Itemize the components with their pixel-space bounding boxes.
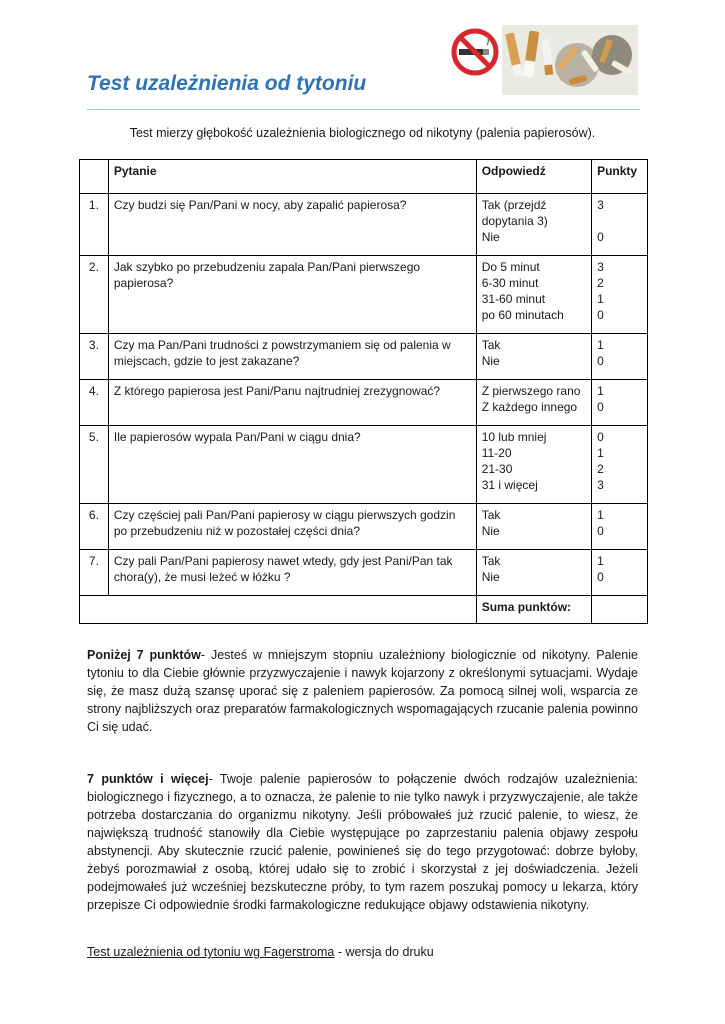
answer-points bbox=[592, 426, 648, 504]
print-version-line bbox=[87, 945, 434, 959]
answer-option: Z każdego innego bbox=[481, 400, 578, 414]
fagerstrom-table bbox=[79, 159, 648, 624]
header-points: Punkty bbox=[592, 160, 648, 194]
result-low-text: - Jesteś w mniejszym stopniu uzależniony biologicznie od nikotyny. Palenie tytoniu to dla Ciebie głównie przyzwyczajenie i nawyk kojarzony z określonymi sytuacjami. Wydaje się, że masz dużą szansę uporać się z paleniem papierosów. Za pomocą silnej woli, wsparcia ze strony najbliższych oraz preparatów farmakologicznych wspomagających rzucanie palenia powinno Ci się udać. bbox=[87, 648, 638, 734]
point-value: 1 bbox=[597, 292, 604, 306]
print-version-link[interactable]: Test uzależnienia od tytoniu wg Fagerstroma bbox=[87, 945, 335, 959]
answer-option: Nie bbox=[481, 570, 500, 584]
result-high-lead: 7 punktów i więcej bbox=[87, 772, 209, 786]
answer-option: Tak bbox=[481, 338, 501, 352]
point-value: 0 bbox=[597, 524, 604, 538]
answer-options bbox=[476, 504, 591, 550]
result-low-lead: Poniżej 7 punktów bbox=[87, 648, 201, 662]
point-value: 0 bbox=[597, 570, 604, 584]
print-version-suffix: - wersja do druku bbox=[334, 945, 434, 959]
point-value: 1 bbox=[597, 338, 604, 352]
answer-points bbox=[592, 334, 648, 380]
question-row bbox=[80, 504, 648, 550]
result-high-text: - Twoje palenie papierosów to połączenie dwóch rodzajów uzależnienia: biologicznego i fizycznego, a to oznacza, że palenie to nie tylko nawyk i przyzwyczajenie, ale także potrzeba dostarczania do organizmu nikotyny. Jeśli próbowałeś już rzucić palenie, to wiesz, że największą trudność stanowiły dla Ciebie występujące po zaprzestaniu palenia objawy zespołu abstynencji. Aby skutecznie rzucić palenie, powinieneś się do tego przygotować: dobrze byłoby, żebyś porozmawiał z osobą, której udało się to zrobić i skorzystał z jej doświadczenia. Jeżeli podejmowałeś już wcześniej bezskuteczne próby, to tym razem poszukaj pomocy u lekarza, który przepisze Ci odpowiednie środki farmakologiczne redukujące objawy odstawienia nikotyny. bbox=[87, 772, 638, 912]
sum-row bbox=[80, 596, 648, 624]
answer-option: 31-60 minut bbox=[481, 292, 546, 306]
header-question: Pytanie bbox=[108, 160, 476, 194]
header-answer: Odpowiedź bbox=[476, 160, 591, 194]
answer-option: Tak bbox=[481, 508, 501, 522]
answer-option: Tak (przejdź bbox=[481, 198, 547, 212]
question-text: Ile papierosów wypala Pan/Pani w ciągu dnia? bbox=[108, 426, 476, 504]
question-number: 6. bbox=[80, 504, 109, 550]
answer-option: 10 lub mniej bbox=[481, 430, 547, 444]
answer-points bbox=[592, 256, 648, 334]
point-value: 0 bbox=[597, 354, 604, 368]
question-row bbox=[80, 550, 648, 596]
result-high bbox=[87, 770, 638, 914]
answer-points bbox=[592, 550, 648, 596]
question-text: Czy częściej pali Pan/Pani papierosy w ciągu pierwszych godzin po przebudzeniu niż w pozostałej części dnia? bbox=[108, 504, 476, 550]
question-number: 7. bbox=[80, 550, 109, 596]
question-row bbox=[80, 334, 648, 380]
sum-label: Suma punktów: bbox=[476, 596, 591, 624]
question-number: 3. bbox=[80, 334, 109, 380]
question-row bbox=[80, 426, 648, 504]
question-text: Czy budzi się Pan/Pani w nocy, aby zapalić papierosa? bbox=[108, 194, 476, 256]
answer-options bbox=[476, 256, 591, 334]
intro-text: Test mierzy głębokość uzależnienia biologicznego od nikotyny (palenia papierosów). bbox=[129, 126, 596, 140]
sum-empty-cell bbox=[80, 596, 477, 624]
question-text: Jak szybko po przebudzeniu zapala Pan/Pani pierwszego papierosa? bbox=[108, 256, 476, 334]
answer-option: 11-20 bbox=[481, 446, 512, 460]
answer-option: po 60 minutach bbox=[481, 308, 564, 322]
question-number: 5. bbox=[80, 426, 109, 504]
answer-option: dopytania 3) bbox=[481, 214, 548, 228]
point-value: 3 bbox=[597, 478, 604, 492]
table-header-row bbox=[80, 160, 648, 194]
title-divider bbox=[87, 109, 640, 110]
header-number-cell bbox=[80, 160, 109, 194]
answer-option: Z pierwszego rano bbox=[481, 384, 581, 398]
answer-options bbox=[476, 194, 591, 256]
answer-option: Nie bbox=[481, 524, 500, 538]
question-text: Czy pali Pan/Pani papierosy nawet wtedy, gdy jest Pani/Pan tak chora(y), że musi leżeć w łóżku ? bbox=[108, 550, 476, 596]
point-value: 0 bbox=[597, 430, 604, 444]
answer-options bbox=[476, 550, 591, 596]
point-value bbox=[597, 213, 642, 229]
point-value: 1 bbox=[597, 508, 604, 522]
question-row bbox=[80, 380, 648, 426]
point-value: 1 bbox=[597, 446, 604, 460]
page-title: Test uzależnienia od tytoniu bbox=[87, 72, 367, 95]
question-number: 1. bbox=[80, 194, 109, 256]
point-value: 0 bbox=[597, 308, 604, 322]
point-value: 0 bbox=[597, 230, 604, 244]
point-value: 2 bbox=[597, 462, 604, 476]
answer-option: 31 i więcej bbox=[481, 478, 538, 492]
point-value: 1 bbox=[597, 554, 604, 568]
answer-option: Nie bbox=[481, 354, 500, 368]
point-value: 3 bbox=[597, 198, 604, 212]
question-row bbox=[80, 194, 648, 256]
answer-option: Tak bbox=[481, 554, 501, 568]
question-text: Z którego papierosa jest Pani/Panu najtrudniej zrezygnować? bbox=[108, 380, 476, 426]
answer-points bbox=[592, 380, 648, 426]
answer-option: Do 5 minut bbox=[481, 260, 540, 274]
question-text: Czy ma Pan/Pani trudności z powstrzymaniem się od palenia w miejscach, gdzie to jest zakazane? bbox=[108, 334, 476, 380]
answer-option: 21-30 bbox=[481, 462, 513, 476]
point-value: 3 bbox=[597, 260, 604, 274]
answer-options bbox=[476, 426, 591, 504]
question-row bbox=[80, 256, 648, 334]
result-low bbox=[87, 646, 638, 736]
question-number: 4. bbox=[80, 380, 109, 426]
question-number: 2. bbox=[80, 256, 109, 334]
answer-options bbox=[476, 334, 591, 380]
answer-options bbox=[476, 380, 591, 426]
point-value: 2 bbox=[597, 276, 604, 290]
point-value: 0 bbox=[597, 400, 604, 414]
sum-value-cell bbox=[592, 596, 648, 624]
no-smoking-banner-image bbox=[447, 25, 638, 95]
answer-option: 6-30 minut bbox=[481, 276, 539, 290]
no-smoking-icon bbox=[454, 31, 496, 73]
answer-points bbox=[592, 504, 648, 550]
answer-option: Nie bbox=[481, 230, 500, 244]
answer-points bbox=[592, 194, 648, 256]
point-value: 1 bbox=[597, 384, 604, 398]
